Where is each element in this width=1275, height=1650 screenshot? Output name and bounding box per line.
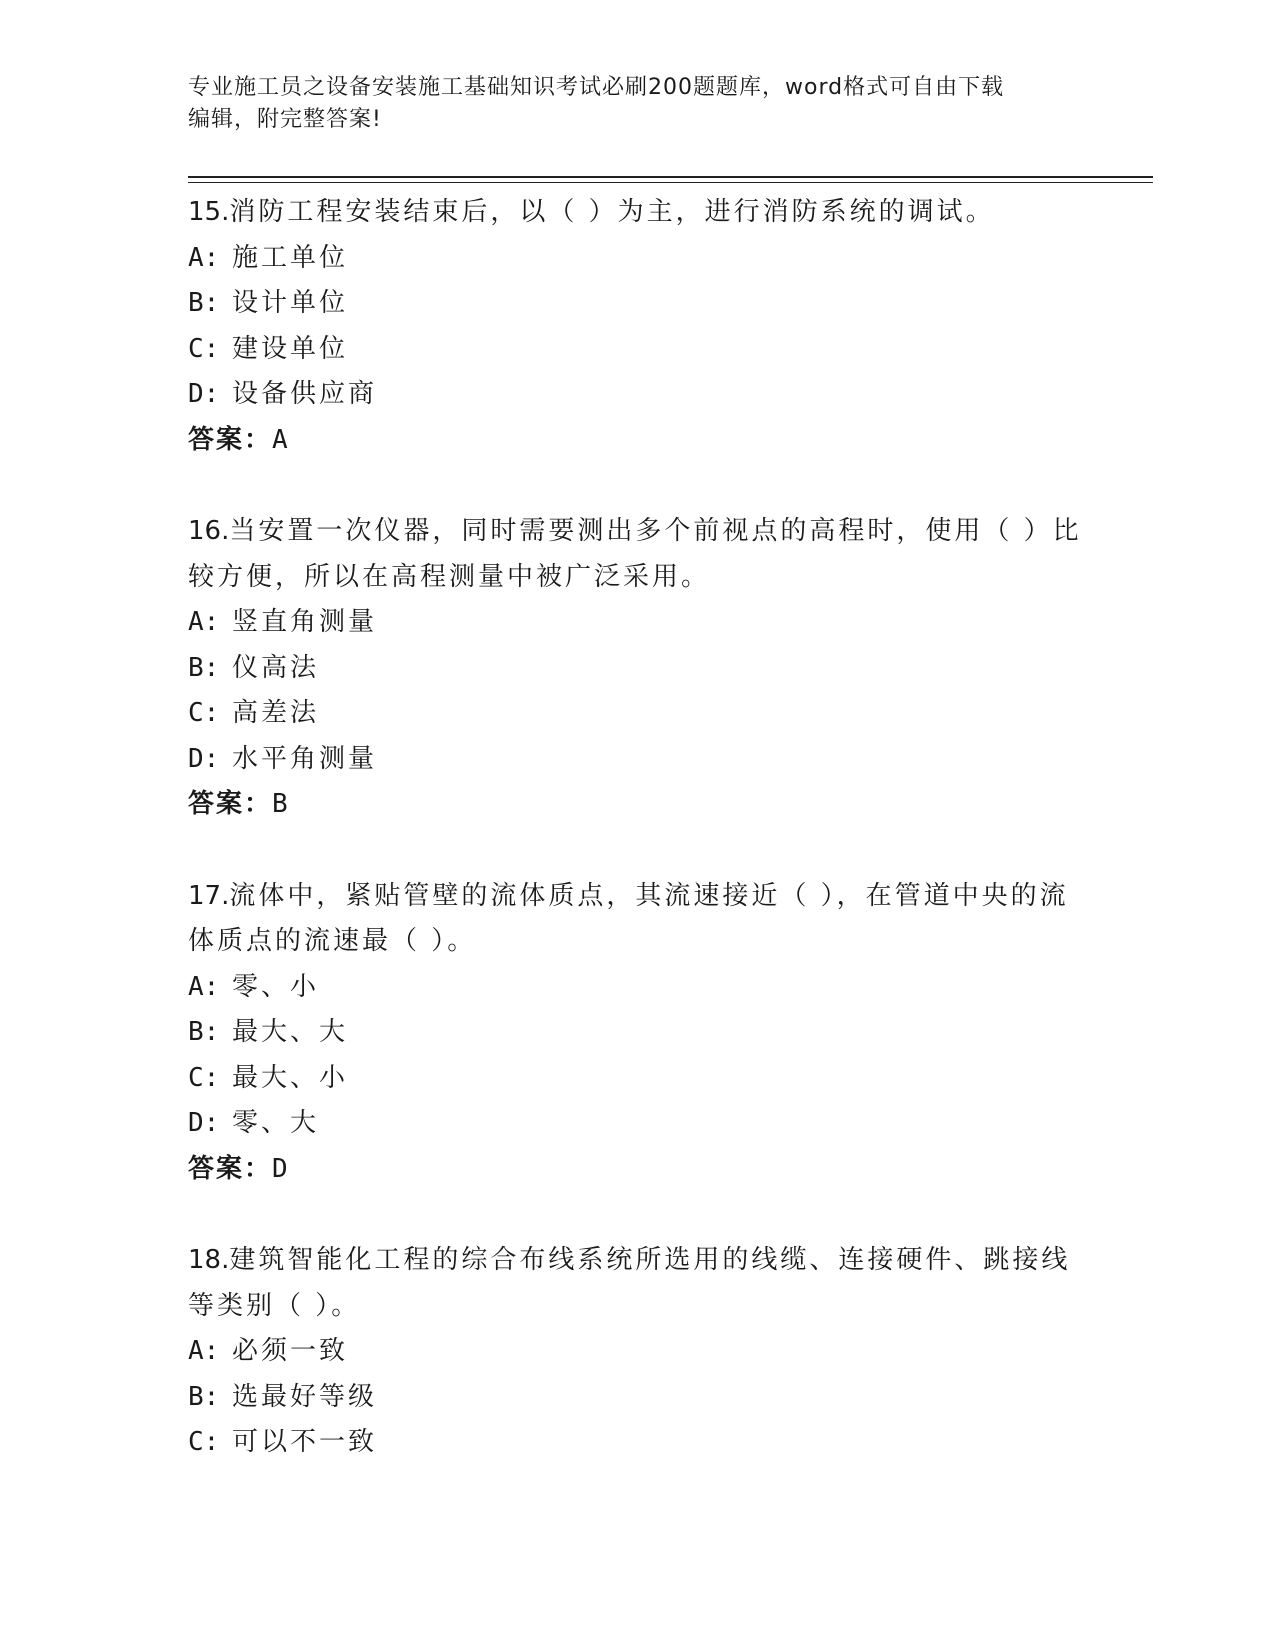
option-b xyxy=(188,281,1088,327)
question-number: 16. xyxy=(188,516,230,546)
option-a xyxy=(188,965,1088,1011)
option-letter: C: xyxy=(188,1062,220,1093)
header-divider-thin xyxy=(188,182,1153,183)
answer-line xyxy=(188,1147,1088,1193)
option-a xyxy=(188,236,1088,282)
option-letter: A: xyxy=(188,242,220,273)
option-letter: C: xyxy=(188,698,220,728)
question-number: 18. xyxy=(188,1245,230,1275)
option-d xyxy=(188,372,1088,418)
answer-value: B xyxy=(272,789,290,819)
question-text xyxy=(188,1238,1088,1329)
option-letter: B: xyxy=(188,288,220,318)
question-number: 15. xyxy=(188,197,230,227)
answer-label: 答案： xyxy=(188,789,273,819)
option-a xyxy=(188,1329,1088,1375)
option-letter: A: xyxy=(188,1336,220,1366)
option-text: 仪高法 xyxy=(232,652,320,683)
question-text xyxy=(188,509,1088,600)
answer-line xyxy=(188,782,1088,828)
option-text: 必须一致 xyxy=(232,1336,349,1366)
question-text xyxy=(188,190,1088,236)
answer-label: 答案： xyxy=(188,424,273,455)
option-letter: D: xyxy=(188,379,220,409)
option-b xyxy=(188,1375,1088,1421)
option-letter: B: xyxy=(188,652,220,683)
option-text: 可以不一致 xyxy=(232,1427,378,1457)
option-c xyxy=(188,1420,1088,1466)
option-text: 最大、大 xyxy=(232,1017,349,1047)
option-b xyxy=(188,1010,1088,1056)
option-text: 高差法 xyxy=(232,698,320,728)
answer-value: A xyxy=(272,424,290,455)
question-list xyxy=(188,190,1088,1512)
option-text: 设计单位 xyxy=(232,288,349,318)
option-letter: A: xyxy=(188,607,220,637)
option-letter: A: xyxy=(188,971,220,1002)
question-stem: 当安置一次仪器，同时需要测出多个前视点的高程时，使用（ ）比较方便，所以在高程测量中被广泛采用。 xyxy=(188,516,1082,592)
option-letter: C: xyxy=(188,1427,220,1457)
option-c xyxy=(188,1056,1088,1102)
header-divider-thick xyxy=(188,176,1153,178)
header-line-1: 专业施工员之设备安装施工基础知识考试必刷200题题库，word格式可自由下载 xyxy=(188,75,1005,100)
option-text: 零、大 xyxy=(232,1108,320,1138)
option-text: 竖直角测量 xyxy=(232,607,378,637)
option-c xyxy=(188,327,1088,373)
question-15 xyxy=(188,190,1088,463)
option-text: 零、小 xyxy=(232,971,320,1002)
option-text: 设备供应商 xyxy=(232,379,378,409)
question-text xyxy=(188,874,1088,965)
answer-line xyxy=(188,418,1088,464)
option-d xyxy=(188,737,1088,783)
option-letter: B: xyxy=(188,1381,220,1412)
option-text: 建设单位 xyxy=(232,333,349,364)
document-header xyxy=(188,72,1068,136)
question-18 xyxy=(188,1238,1088,1466)
option-letter: D: xyxy=(188,1108,220,1138)
option-b xyxy=(188,646,1088,692)
option-letter: C: xyxy=(188,333,220,364)
question-stem: 建筑智能化工程的综合布线系统所选用的线缆、连接硬件、跳接线等类别（ ）。 xyxy=(188,1245,1071,1321)
option-text: 水平角测量 xyxy=(232,743,378,774)
option-text: 最大、小 xyxy=(232,1062,349,1093)
question-stem: 流体中，紧贴管壁的流体质点，其流速接近（ ），在管道中央的流体质点的流速最（ ）。 xyxy=(188,880,1069,956)
header-line-2: 编辑，附完整答案! xyxy=(188,107,382,132)
option-letter: D: xyxy=(188,743,220,774)
option-a xyxy=(188,600,1088,646)
answer-value: D xyxy=(272,1153,290,1184)
question-stem: 消防工程安装结束后，以（ ）为主，进行消防系统的调试。 xyxy=(229,197,995,227)
option-d xyxy=(188,1101,1088,1147)
question-number: 17. xyxy=(188,880,230,911)
question-17 xyxy=(188,874,1088,1193)
option-letter: B: xyxy=(188,1017,220,1047)
question-16 xyxy=(188,509,1088,828)
option-text: 选最好等级 xyxy=(232,1381,378,1412)
option-text: 施工单位 xyxy=(232,242,349,273)
option-c xyxy=(188,691,1088,737)
answer-label: 答案： xyxy=(188,1153,273,1184)
